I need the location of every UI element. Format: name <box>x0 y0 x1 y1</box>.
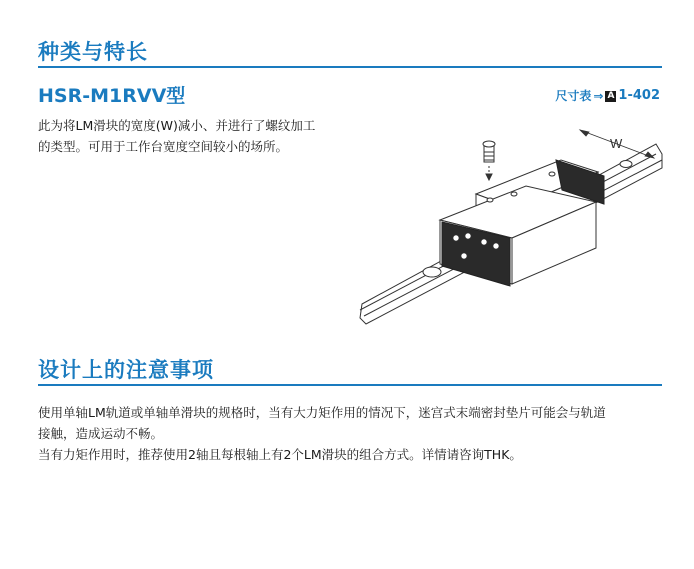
note-line: 使用单轴LM轨道或单轴单滑块的规格时，当有大力矩作用的情况下，迷宫式末端密封垫片可能会与轨道 <box>38 405 606 420</box>
model-subheader <box>38 83 662 109</box>
description-line: 此为将LM滑块的宽度(W)减小、并进行了螺纹加工 <box>38 118 316 133</box>
type-description <box>38 115 338 157</box>
section-header-types <box>38 38 662 68</box>
ref-label: 尺寸表 <box>555 89 592 103</box>
lm-guide-drawing <box>356 124 666 330</box>
note-line: 接触，造成运动不畅。 <box>38 426 164 441</box>
design-notes <box>38 402 666 465</box>
description-line: 的类型。可用于工作台宽度空间较小的场所。 <box>38 139 289 154</box>
dimension-table-reference[interactable] <box>555 88 660 104</box>
section-title: 种类与特长 <box>38 40 148 64</box>
screw-icon <box>483 141 495 180</box>
model-name: HSR-M1RVV型 <box>38 85 186 107</box>
section-header-design-notes <box>38 356 662 386</box>
section-box-icon: A <box>605 91 616 102</box>
note-line: 当有力矩作用时，推荐使用2轴且每根轴上有2个LM滑块的组合方式。详情请咨询THK。 <box>38 447 522 462</box>
arrow-icon: ⇒ <box>593 89 604 103</box>
ref-page: 1-402 <box>618 88 660 103</box>
width-label: W <box>610 136 623 151</box>
section-title: 设计上的注意事项 <box>38 358 214 382</box>
